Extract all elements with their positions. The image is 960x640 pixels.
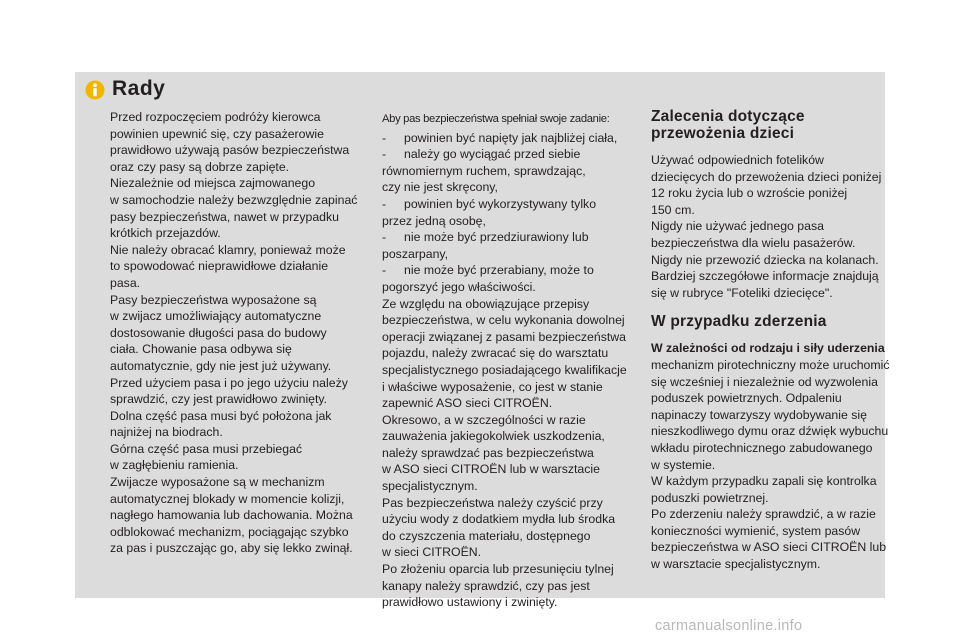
list-item-text: powinien być napięty jak najbliżej ciała, xyxy=(404,130,618,145)
column-left xyxy=(110,109,375,557)
list-item-text: poszarpany, xyxy=(382,246,449,261)
text-line: sprawdzić, czy jest prawidłowo zwinięty. xyxy=(110,392,328,407)
text-line: krótkich przejazdów. xyxy=(110,226,221,241)
text-line: odblokować mechanizm, pociągając szybko xyxy=(110,524,349,539)
text-line: powinien upewnić się, czy pasażerowie xyxy=(110,126,324,141)
text-line: się wcześniej i niezależnie od wyzwolenia xyxy=(651,374,878,389)
text-line: mechanizm pirotechniczny może uruchomić xyxy=(651,357,890,372)
text-line: ciała. Chowanie pasa odbywa się xyxy=(110,342,292,357)
text-line: w zwijacz umożliwiający automatyczne xyxy=(110,309,322,324)
column-right xyxy=(651,108,891,573)
text-line: napinaczy towarzyszy wydobywanie się xyxy=(651,407,867,422)
text-line: Nigdy nie używać jednego pasa xyxy=(651,219,824,234)
text-line: i właściwe wyposażenie, co jest w stanie xyxy=(382,379,603,394)
text-line: specjalistycznym. xyxy=(382,479,478,494)
text-line: Po zderzeniu należy sprawdzić, a w razie xyxy=(651,507,876,522)
text-line: kanapy należy sprawdzić, czy pas jest xyxy=(382,578,590,593)
text-line: należy sprawdzać pas bezpieczeństwa xyxy=(382,445,594,460)
text-line: najniżej na biodrach. xyxy=(110,425,223,440)
list-item-text: należy go wyciągać przed siebie xyxy=(404,147,581,162)
bullet-dash: - xyxy=(382,196,387,211)
text-line: 150 cm. xyxy=(651,202,695,217)
text-line: nieszkodliwego dymu oraz dźwięk wybuchu xyxy=(651,424,889,439)
text-line: Używać odpowiednich fotelików xyxy=(651,153,824,167)
text-line: Przed użyciem pasa i po jego użyciu należy xyxy=(110,375,348,390)
column-middle xyxy=(382,111,637,611)
text-line: specjalistycznego posiadającego kwalifikacje xyxy=(382,362,627,377)
bullet-dash: - xyxy=(382,230,387,245)
bullet-dash: - xyxy=(382,263,387,278)
text-line: 12 roku życia lub o wzroście poniżej xyxy=(651,186,848,201)
list-item xyxy=(382,262,637,295)
list-item xyxy=(382,146,637,196)
heading-line: przewożenia dzieci xyxy=(651,125,795,142)
text-line: to spowodować nieprawidłowe działanie xyxy=(110,259,329,274)
list-item-text: przez jedną osobę, xyxy=(382,213,486,228)
text-line: bezpieczeństwa, w celu wykonania dowolnej xyxy=(382,313,625,328)
subsection-heading: W przypadku zderzenia xyxy=(651,313,827,331)
text-line: poduszek powietrznych. Odpaleniu xyxy=(651,391,842,406)
text-line: W każdym przypadku zapali się kontrolka xyxy=(651,474,877,489)
text-line: bezpieczeństwa w ASO sieci CITROËN lub xyxy=(651,540,887,555)
text-line: do czyszczenia materiału, dostępnego xyxy=(382,528,591,543)
text-line-bold: W zależności od rodzaju i siły uderzenia xyxy=(651,341,885,356)
text-line: zapewnić ASO sieci CITROËN. xyxy=(382,396,553,411)
text-line: prawidłowo używają pasów bezpieczeństwa xyxy=(110,143,350,158)
text-line: zauważenia jakiegokolwiek uszkodzenia, xyxy=(382,429,605,444)
text-line: dziecięcych do przewożenia dzieci poniżej xyxy=(651,169,882,184)
text-line: pasa. xyxy=(110,275,141,290)
text-line: konieczności wymienić, system pasów xyxy=(651,523,861,538)
text-line: Niezależnie od miejsca zajmowanego xyxy=(110,176,316,191)
list-item-text: czy nie jest skręcony, xyxy=(382,180,498,195)
bullet-dash: - xyxy=(382,130,387,145)
bullet-dash: - xyxy=(382,147,387,162)
text-line: się w rubryce "Foteliki dziecięce". xyxy=(651,285,833,300)
text-line: Bardziej szczegółowe informacje znajdują xyxy=(651,269,879,284)
heading-line: Zalecenia dotyczące xyxy=(651,108,805,125)
watermark-text: carmanualsonline.info xyxy=(655,618,803,634)
text-line: Pas bezpieczeństwa należy czyścić przy xyxy=(382,495,603,510)
text-line: Górna część pasa musi przebiegać xyxy=(110,441,303,456)
list-item-text: nie może być przedziurawiony lub xyxy=(404,230,589,245)
text-line: Dolna część pasa musi być położona jak xyxy=(110,408,332,423)
text-line: za pas i puszczając go, aby się lekko zwinął. xyxy=(110,541,353,556)
text-line: Nigdy nie przewozić dziecka na kolanach. xyxy=(651,252,879,267)
text-line: w zagłębieniu ramienia. xyxy=(110,458,239,473)
text-line: dostosowanie długości pasa do budowy xyxy=(110,325,327,340)
list-item-text: nie może być przerabiany, może to xyxy=(404,263,594,278)
text-line: w sieci CITROËN. xyxy=(382,545,482,560)
list-item-text: równomiernym ruchem, sprawdzając, xyxy=(382,163,586,178)
list-item-text: pogorszyć jego właściwości. xyxy=(382,279,536,294)
text-line: użyciu wody z dodatkiem mydła lub środka xyxy=(382,512,616,527)
list-item xyxy=(382,196,637,229)
section-title: Rady xyxy=(112,77,166,100)
text-line: automatycznie, gdy nie jest już używany. xyxy=(110,358,332,373)
list-intro: Aby pas bezpieczeństwa spełniał swoje zadanie: xyxy=(382,113,610,125)
text-line: Po złożeniu oparcia lub przesunięciu tylnej xyxy=(382,562,614,577)
list-item-text: powinien być wykorzystywany tylko xyxy=(404,196,597,211)
text-line: w warsztacie specjalistycznym. xyxy=(651,557,821,572)
subsection-heading xyxy=(651,108,891,142)
text-line: Pasy bezpieczeństwa wyposażone są xyxy=(110,292,317,307)
text-line: Przed rozpoczęciem podróży kierowca xyxy=(110,110,321,124)
text-line: Zwijacze wyposażone są w mechanizm xyxy=(110,475,325,490)
text-line: Nie należy obracać klamry, ponieważ może xyxy=(110,242,346,257)
text-line: w systemie. xyxy=(651,457,716,472)
text-line: wkładu pirotechnicznego zabudowanego xyxy=(651,440,873,455)
info-icon xyxy=(85,80,105,100)
text-line: nagłego hamowania lub dachowania. Można xyxy=(110,508,353,523)
text-line: Ze względu na obowiązujące przepisy xyxy=(382,296,590,311)
text-line: poduszki powietrznej. xyxy=(651,490,769,505)
text-line: prawidłowo ustawiony i zwinięty. xyxy=(382,595,558,610)
text-line: automatycznej blokady w momencie kolizji, xyxy=(110,491,345,506)
text-line: w samochodzie należy bezwzględnie zapinać xyxy=(110,192,358,207)
list-item xyxy=(382,130,637,147)
text-line: pojazdu, należy zwracać się do warsztatu xyxy=(382,346,609,361)
text-line: bezpieczeństwa dla wielu pasażerów. xyxy=(651,235,856,250)
text-line: oraz czy pasy są dobrze zapięte. xyxy=(110,159,290,174)
text-line: operacji związanej z pasami bezpieczeństwa xyxy=(382,329,627,344)
text-line: w ASO sieci CITROËN lub w warsztacie xyxy=(382,462,600,477)
text-line: pasy bezpieczeństwa, nawet w przypadku xyxy=(110,209,339,224)
text-line: Okresowo, a w szczególności w razie xyxy=(382,412,586,427)
list-item xyxy=(382,229,637,262)
